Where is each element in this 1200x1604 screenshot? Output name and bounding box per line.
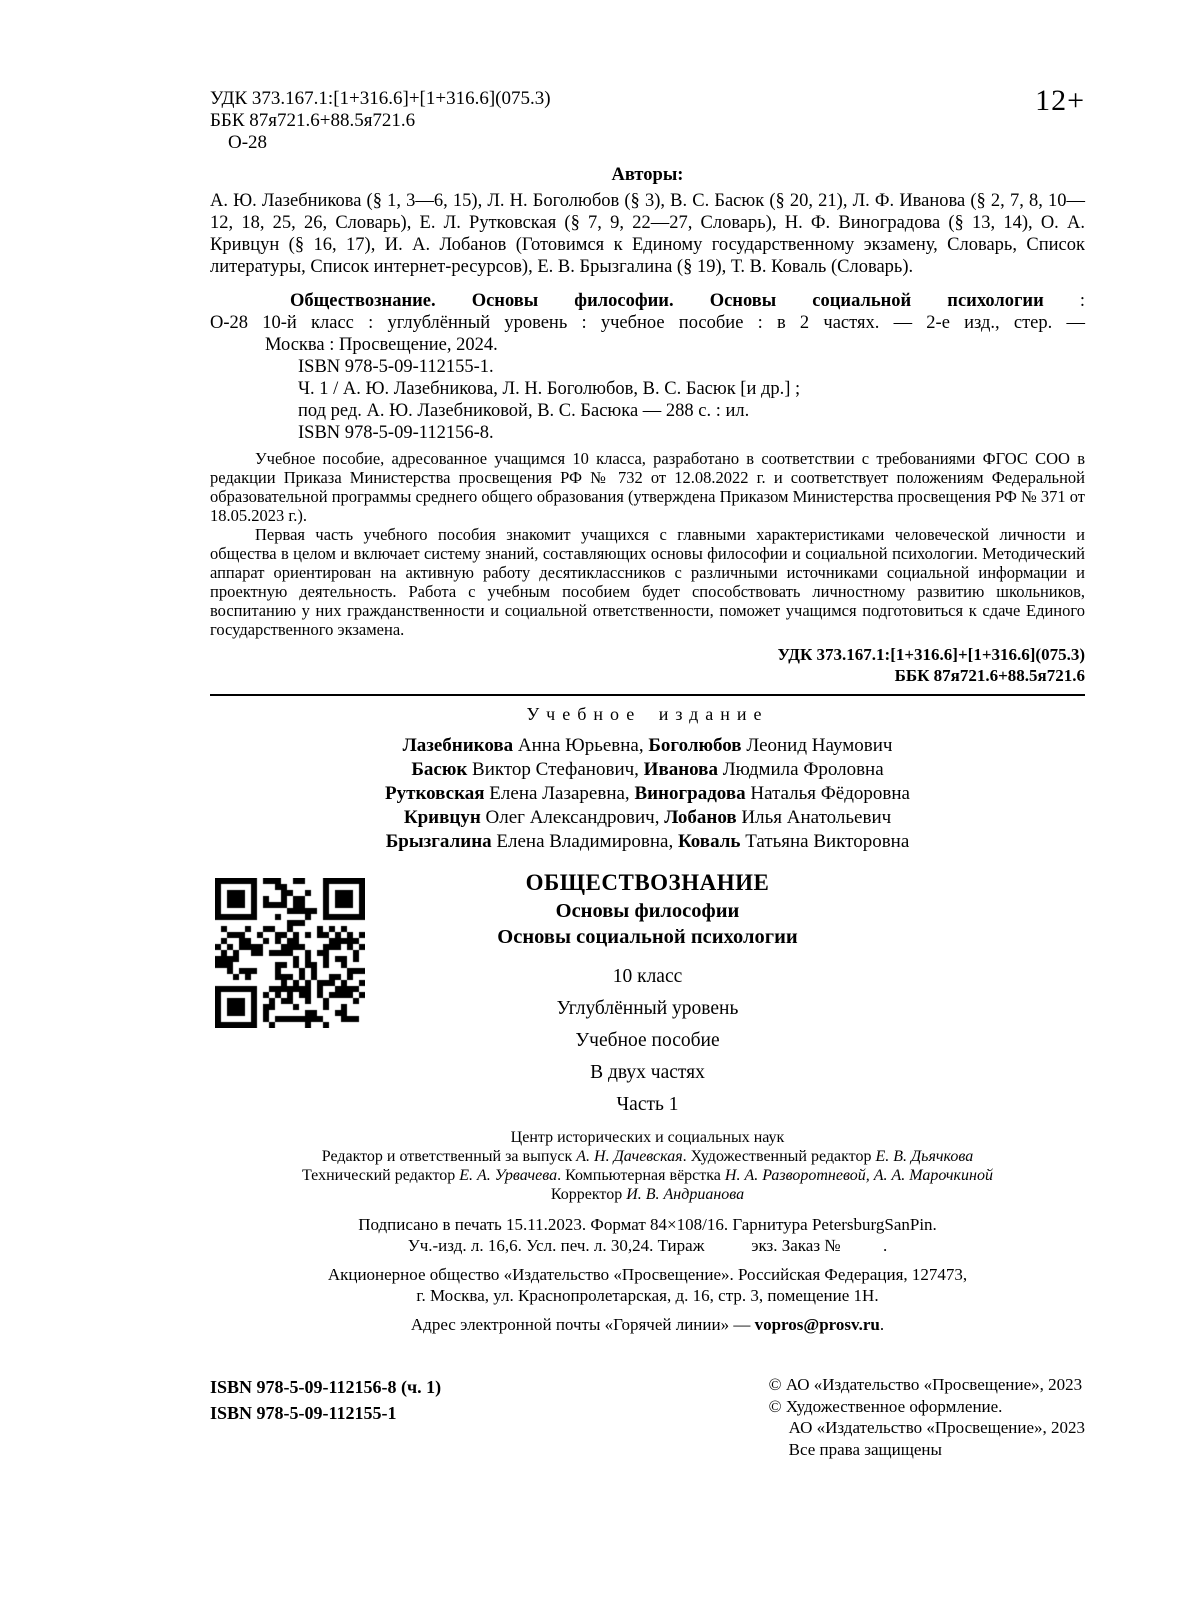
catalog-editor-line: под ред. А. Ю. Лазебниковой, В. С. Басюка — 288 с. : ил. bbox=[298, 401, 750, 421]
authors-names-line-3: Рутковская Елена Лазаревна, Виноградова Наталья Фёдоровна bbox=[385, 783, 910, 804]
staff-center-name: Центр исторических и социальных наук bbox=[510, 1129, 785, 1146]
catalog-code: О-28 bbox=[228, 132, 268, 153]
part-number-line: Часть 1 bbox=[616, 1094, 679, 1115]
authors-heading: Авторы: bbox=[611, 165, 684, 185]
authors-paragraph: А. Ю. Лазебникова (§ 1, 3—6, 15), Л. Н. Боголюбов (§ 3), В. С. Басюк (§ 20, 21), Л. Ф. Иванова (§ 2, 7, 8, 10—12, 18, 25, 26, Словарь), Е. Л. Рутковская (§ 7, 9, 22—27, Словарь), Н. Ф. Виноградова (§ 13, 14), О. А. Кривцун (§ 16, 17), И. А. Лобанов (Готовимся к Единому государственному экзамену, Словарь, Список литературы, Список интернет-ресурсов), Е. В. Брызгалина (§ 19), Т. В. Коваль (Словарь). bbox=[210, 191, 1085, 277]
catalog-title-line: Обществознание. Основы философии. Основы социальной психологии : bbox=[290, 291, 1085, 311]
catalog-description-line: О-28 10-й класс : углублённый уровень : учебное пособие : в 2 частях. — 2-е изд., стер. — bbox=[210, 313, 1085, 333]
catalog-codes-top bbox=[210, 88, 551, 154]
authors-names-line-5: Брызгалина Елена Владимировна, Коваль Татьяна Викторовна bbox=[385, 831, 910, 852]
copyright-line-3: АО «Издательство «Просвещение», 2023 bbox=[788, 1418, 1085, 1437]
authors-names-line-4: Кривцун Олег Александрович, Лобанов Илья Анатольевич bbox=[403, 807, 892, 828]
book-subtitle-2: Основы социальной психологии bbox=[497, 926, 798, 948]
catalog-city-line: Москва : Просвещение, 2024. bbox=[265, 335, 498, 355]
isbn-block bbox=[210, 1374, 441, 1426]
qr-code bbox=[215, 878, 365, 1028]
bbk-line: ББК 87я721.6+88.5я721.6 bbox=[210, 110, 416, 131]
divider-rule bbox=[210, 694, 1085, 696]
udk-line-right: УДК 373.167.1:[1+316.6]+[1+316.6](075.3) bbox=[777, 645, 1085, 664]
annotation-block bbox=[210, 449, 1085, 639]
isbn-common: ISBN 978-5-09-112155-1 bbox=[210, 1403, 397, 1423]
catalog-card bbox=[210, 290, 1085, 444]
catalog-isbn-part: ISBN 978-5-09-112156-8. bbox=[298, 423, 494, 443]
staff-block bbox=[210, 1128, 1085, 1204]
udk-line: УДК 373.167.1:[1+316.6]+[1+316.6](075.3) bbox=[210, 88, 551, 109]
authors-names-line-1: Лазебникова Анна Юрьевна, Боголюбов Леонид Наумович bbox=[402, 735, 893, 756]
age-rating-badge: 12+ bbox=[1035, 84, 1085, 117]
print-line-1: Подписано в печать 15.11.2023. Формат 84×108/16. Гарнитура PetersburgSanPin. bbox=[358, 1215, 937, 1234]
authors-names-line-2: Басюк Виктор Стефанович, Иванова Людмила Фроловна bbox=[411, 759, 884, 780]
print-info-block bbox=[210, 1214, 1085, 1256]
grade-line: 10 класс bbox=[612, 966, 683, 987]
copyright-block bbox=[769, 1374, 1085, 1460]
copyright-line-4: Все права защищены bbox=[788, 1439, 942, 1459]
edition-type-label: Учебное издание bbox=[526, 704, 769, 724]
annotation-paragraph-2: Первая часть учебного пособия знакомит учащихся с главными характеристиками человеческой личности и общества в целом и включает систему знаний, составляющих основы философии и социальной психологии. Методический аппарат ориентирован на активную работу десятиклассников с различными источниками социальной информации и проектную деятельность. Работа с учебным пособием будет способствовать личностному развитию школьников, воспитанию у них гражданственности и социальной ответственности, поможет учащимся подготовиться к сдаче Единого государственного экзамена. bbox=[210, 525, 1085, 639]
annotation-paragraph-1: Учебное пособие, адресованное учащимся 10 класса, разработано в соответствии с требованиями ФГОС СОО в редакции Приказа Министерства просвещения РФ № 732 от 12.08.2022 г. и соответствует положениям Федеральной образовательной программы среднего общего образования (утверждена Приказом Министерства просвещения РФ № 371 от 18.05.2023 г.). bbox=[210, 449, 1085, 525]
page-footer bbox=[210, 1374, 1085, 1460]
parts-line: В двух частях bbox=[590, 1062, 705, 1083]
staff-tech-line: Технический редактор Е. А. Урвачева. Компьютерная вёрстка Н. А. Разворотневой, А. А. Марочкиной bbox=[302, 1167, 993, 1184]
edition-kind-line: Учебное пособие bbox=[575, 1030, 720, 1051]
title-area bbox=[210, 868, 1085, 1116]
publisher-info-block bbox=[210, 1264, 1085, 1306]
bbk-line-right: ББК 87я721.6+88.5я721.6 bbox=[894, 666, 1085, 685]
level-line: Углублённый уровень bbox=[556, 998, 739, 1019]
book-subtitle-1: Основы философии bbox=[555, 900, 740, 922]
catalog-isbn-set: ISBN 978-5-09-112155-1. bbox=[298, 357, 494, 377]
copyright-line-1: © АО «Издательство «Просвещение», 2023 bbox=[768, 1375, 1083, 1394]
top-row bbox=[210, 84, 1085, 154]
print-line-2: Уч.-изд. л. 16,6. Усл. печ. л. 30,24. Тираж экз. Заказ № . bbox=[407, 1236, 888, 1255]
publisher-line-2: г. Москва, ул. Краснопролетарская, д. 16, стр. 3, помещение 1Н. bbox=[416, 1286, 879, 1305]
catalog-part-line: Ч. 1 / А. Ю. Лазебникова, Л. Н. Боголюбов, В. С. Басюк [и др.] ; bbox=[298, 379, 801, 399]
udk-bbk-right-block bbox=[210, 644, 1085, 686]
book-title: ОБЩЕСТВОЗНАНИЕ bbox=[525, 870, 770, 895]
authors-full-names-block bbox=[210, 734, 1085, 854]
publisher-line-1: Акционерное общество «Издательство «Просвещение». Российская Федерация, 127473, bbox=[327, 1265, 968, 1284]
isbn-part-1: ISBN 978-5-09-112156-8 (ч. 1) bbox=[210, 1377, 442, 1397]
staff-proofreader-line: Корректор И. В. Андрианова bbox=[550, 1186, 745, 1203]
hotline-email-line: Адрес электронной почты «Горячей линии» — vopros@prosv.ru. bbox=[410, 1315, 885, 1334]
staff-editors-line: Редактор и ответственный за выпуск А. Н. Дачевская. Художественный редактор Е. В. Дьячкова bbox=[321, 1148, 974, 1165]
copyright-line-2: © Художественное оформление. bbox=[768, 1396, 1003, 1416]
